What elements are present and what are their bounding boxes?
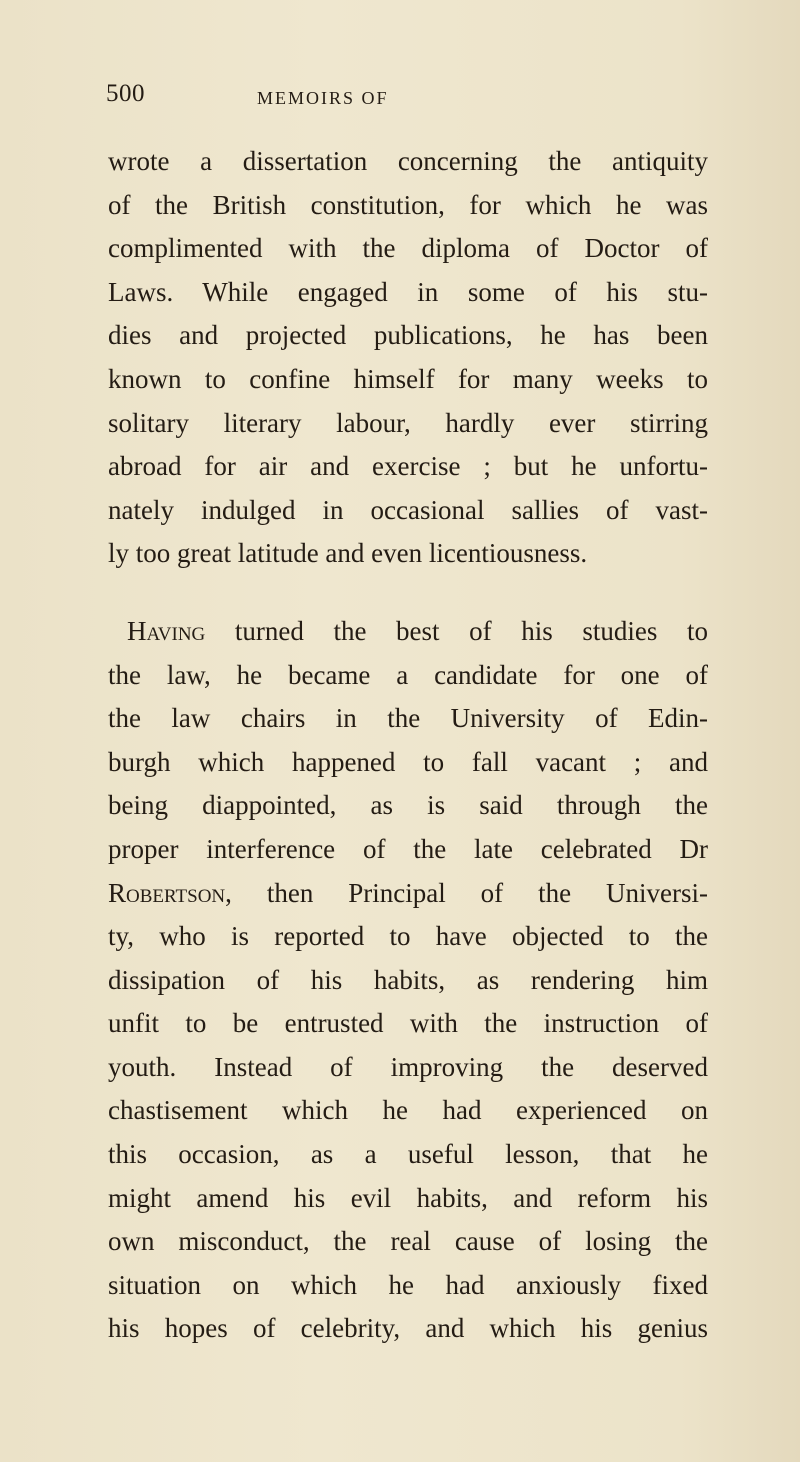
text-line: chastisement which he had experienced on bbox=[108, 1095, 708, 1126]
line-rest: turned the best of his studies to bbox=[205, 615, 708, 646]
text-line: known to confine himself for many weeks to bbox=[108, 363, 708, 394]
text-line: the law chairs in the University of Edin- bbox=[108, 703, 708, 734]
text-line: situation on which he had anxiously fixed bbox=[108, 1269, 708, 1300]
running-head: MEMOIRS OF bbox=[257, 88, 389, 108]
paragraph bbox=[108, 610, 708, 1351]
text-line: ty, who is reported to have objected to the bbox=[108, 921, 708, 952]
text-line: of the British constitution, for which he was bbox=[108, 189, 708, 220]
line-rest: , then Principal of the Universi- bbox=[225, 877, 708, 908]
page-number: 500 bbox=[106, 80, 145, 107]
text-line bbox=[108, 610, 708, 654]
small-caps-word: Having bbox=[127, 615, 206, 646]
text-line: complimented with the diploma of Doctor of bbox=[108, 233, 708, 264]
text-line: Laws. While engaged in some of his stu- bbox=[108, 276, 708, 307]
paragraph bbox=[108, 140, 708, 576]
text-line: his hopes of celebrity, and which his genius bbox=[108, 1313, 708, 1344]
text-line: burgh which happened to fall vacant ; and bbox=[108, 746, 708, 777]
text-line: ly too great latitude and even licentiousness. bbox=[108, 538, 588, 569]
text-line: might amend his evil habits, and reform his bbox=[108, 1182, 708, 1213]
text-line: being diappointed, as is said through the bbox=[108, 790, 708, 821]
text-line: dies and projected publications, he has been bbox=[108, 320, 708, 351]
text-line: this occasion, as a useful lesson, that he bbox=[108, 1139, 708, 1170]
text-line: wrote a dissertation concerning the antiquity bbox=[108, 146, 708, 176]
text-line: proper interference of the late celebrated Dr bbox=[108, 833, 708, 864]
text-line: own misconduct, the real cause of losing the bbox=[108, 1226, 708, 1257]
text-line: nately indulged in occasional sallies of vast- bbox=[108, 494, 708, 525]
text-line: unfit to be entrusted with the instruction of bbox=[108, 1008, 708, 1039]
text-line bbox=[108, 872, 708, 916]
text-line: the law, he became a candidate for one of bbox=[108, 659, 708, 690]
small-caps-word: Robertson bbox=[108, 877, 226, 908]
body-text bbox=[108, 140, 708, 1351]
text-line: solitary literary labour, hardly ever stirring bbox=[108, 407, 708, 438]
text-line: abroad for air and exercise ; but he unfortu- bbox=[108, 451, 708, 482]
text-line: dissipation of his habits, as rendering him bbox=[108, 964, 708, 995]
text-line: youth. Instead of improving the deserved bbox=[108, 1051, 708, 1082]
paragraph-gap bbox=[108, 576, 708, 610]
